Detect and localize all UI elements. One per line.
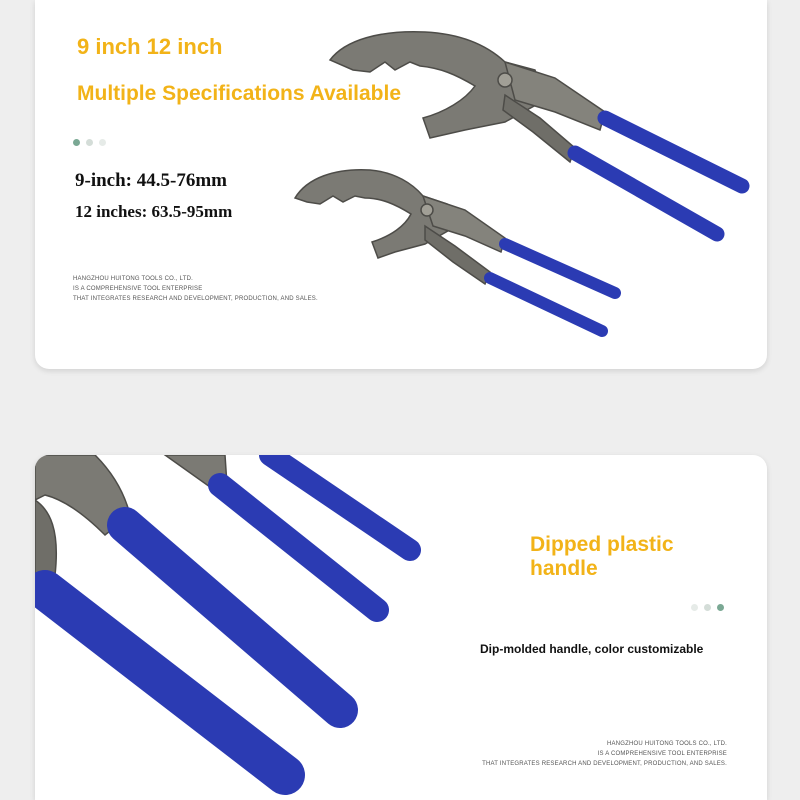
handle-card bbox=[35, 455, 767, 800]
dot bbox=[691, 604, 698, 611]
company-line: IS A COMPREHENSIVE TOOL ENTERPRISE bbox=[597, 751, 727, 757]
handle-description: Dip-molded handle, color customizable bbox=[480, 642, 704, 656]
dot bbox=[704, 604, 711, 611]
specifications-title: Multiple Specifications Available bbox=[77, 82, 402, 105]
company-info bbox=[482, 739, 727, 769]
dot bbox=[717, 604, 724, 611]
small-handle-upper bbox=[505, 244, 615, 293]
spec-card bbox=[35, 0, 767, 369]
pivot-bolt bbox=[498, 73, 512, 87]
handle-title bbox=[530, 533, 674, 581]
spec-9-inch: 9-inch: 44.5-76mm bbox=[75, 170, 227, 191]
company-line: THAT INTEGRATES RESEARCH AND DEVELOPMENT, PRODUCTION, AND SALES. bbox=[482, 761, 727, 767]
company-line: IS A COMPREHENSIVE TOOL ENTERPRISE bbox=[73, 286, 203, 292]
carousel-dots bbox=[691, 604, 724, 611]
handle-title-line: handle bbox=[530, 557, 598, 580]
spec-12-inch: 12 inches: 63.5-95mm bbox=[75, 202, 233, 221]
pivot-bolt bbox=[421, 204, 433, 216]
size-title: 9 inch 12 inch bbox=[77, 34, 223, 59]
company-line: THAT INTEGRATES RESEARCH AND DEVELOPMENT, PRODUCTION, AND SALES. bbox=[73, 296, 318, 302]
small-pliers bbox=[295, 170, 615, 331]
company-line: HANGZHOU HUITONG TOOLS CO., LTD. bbox=[73, 276, 193, 282]
pliers-illustration bbox=[35, 0, 767, 369]
handle-title-line: Dipped plastic bbox=[530, 533, 674, 556]
company-line: HANGZHOU HUITONG TOOLS CO., LTD. bbox=[607, 741, 727, 747]
